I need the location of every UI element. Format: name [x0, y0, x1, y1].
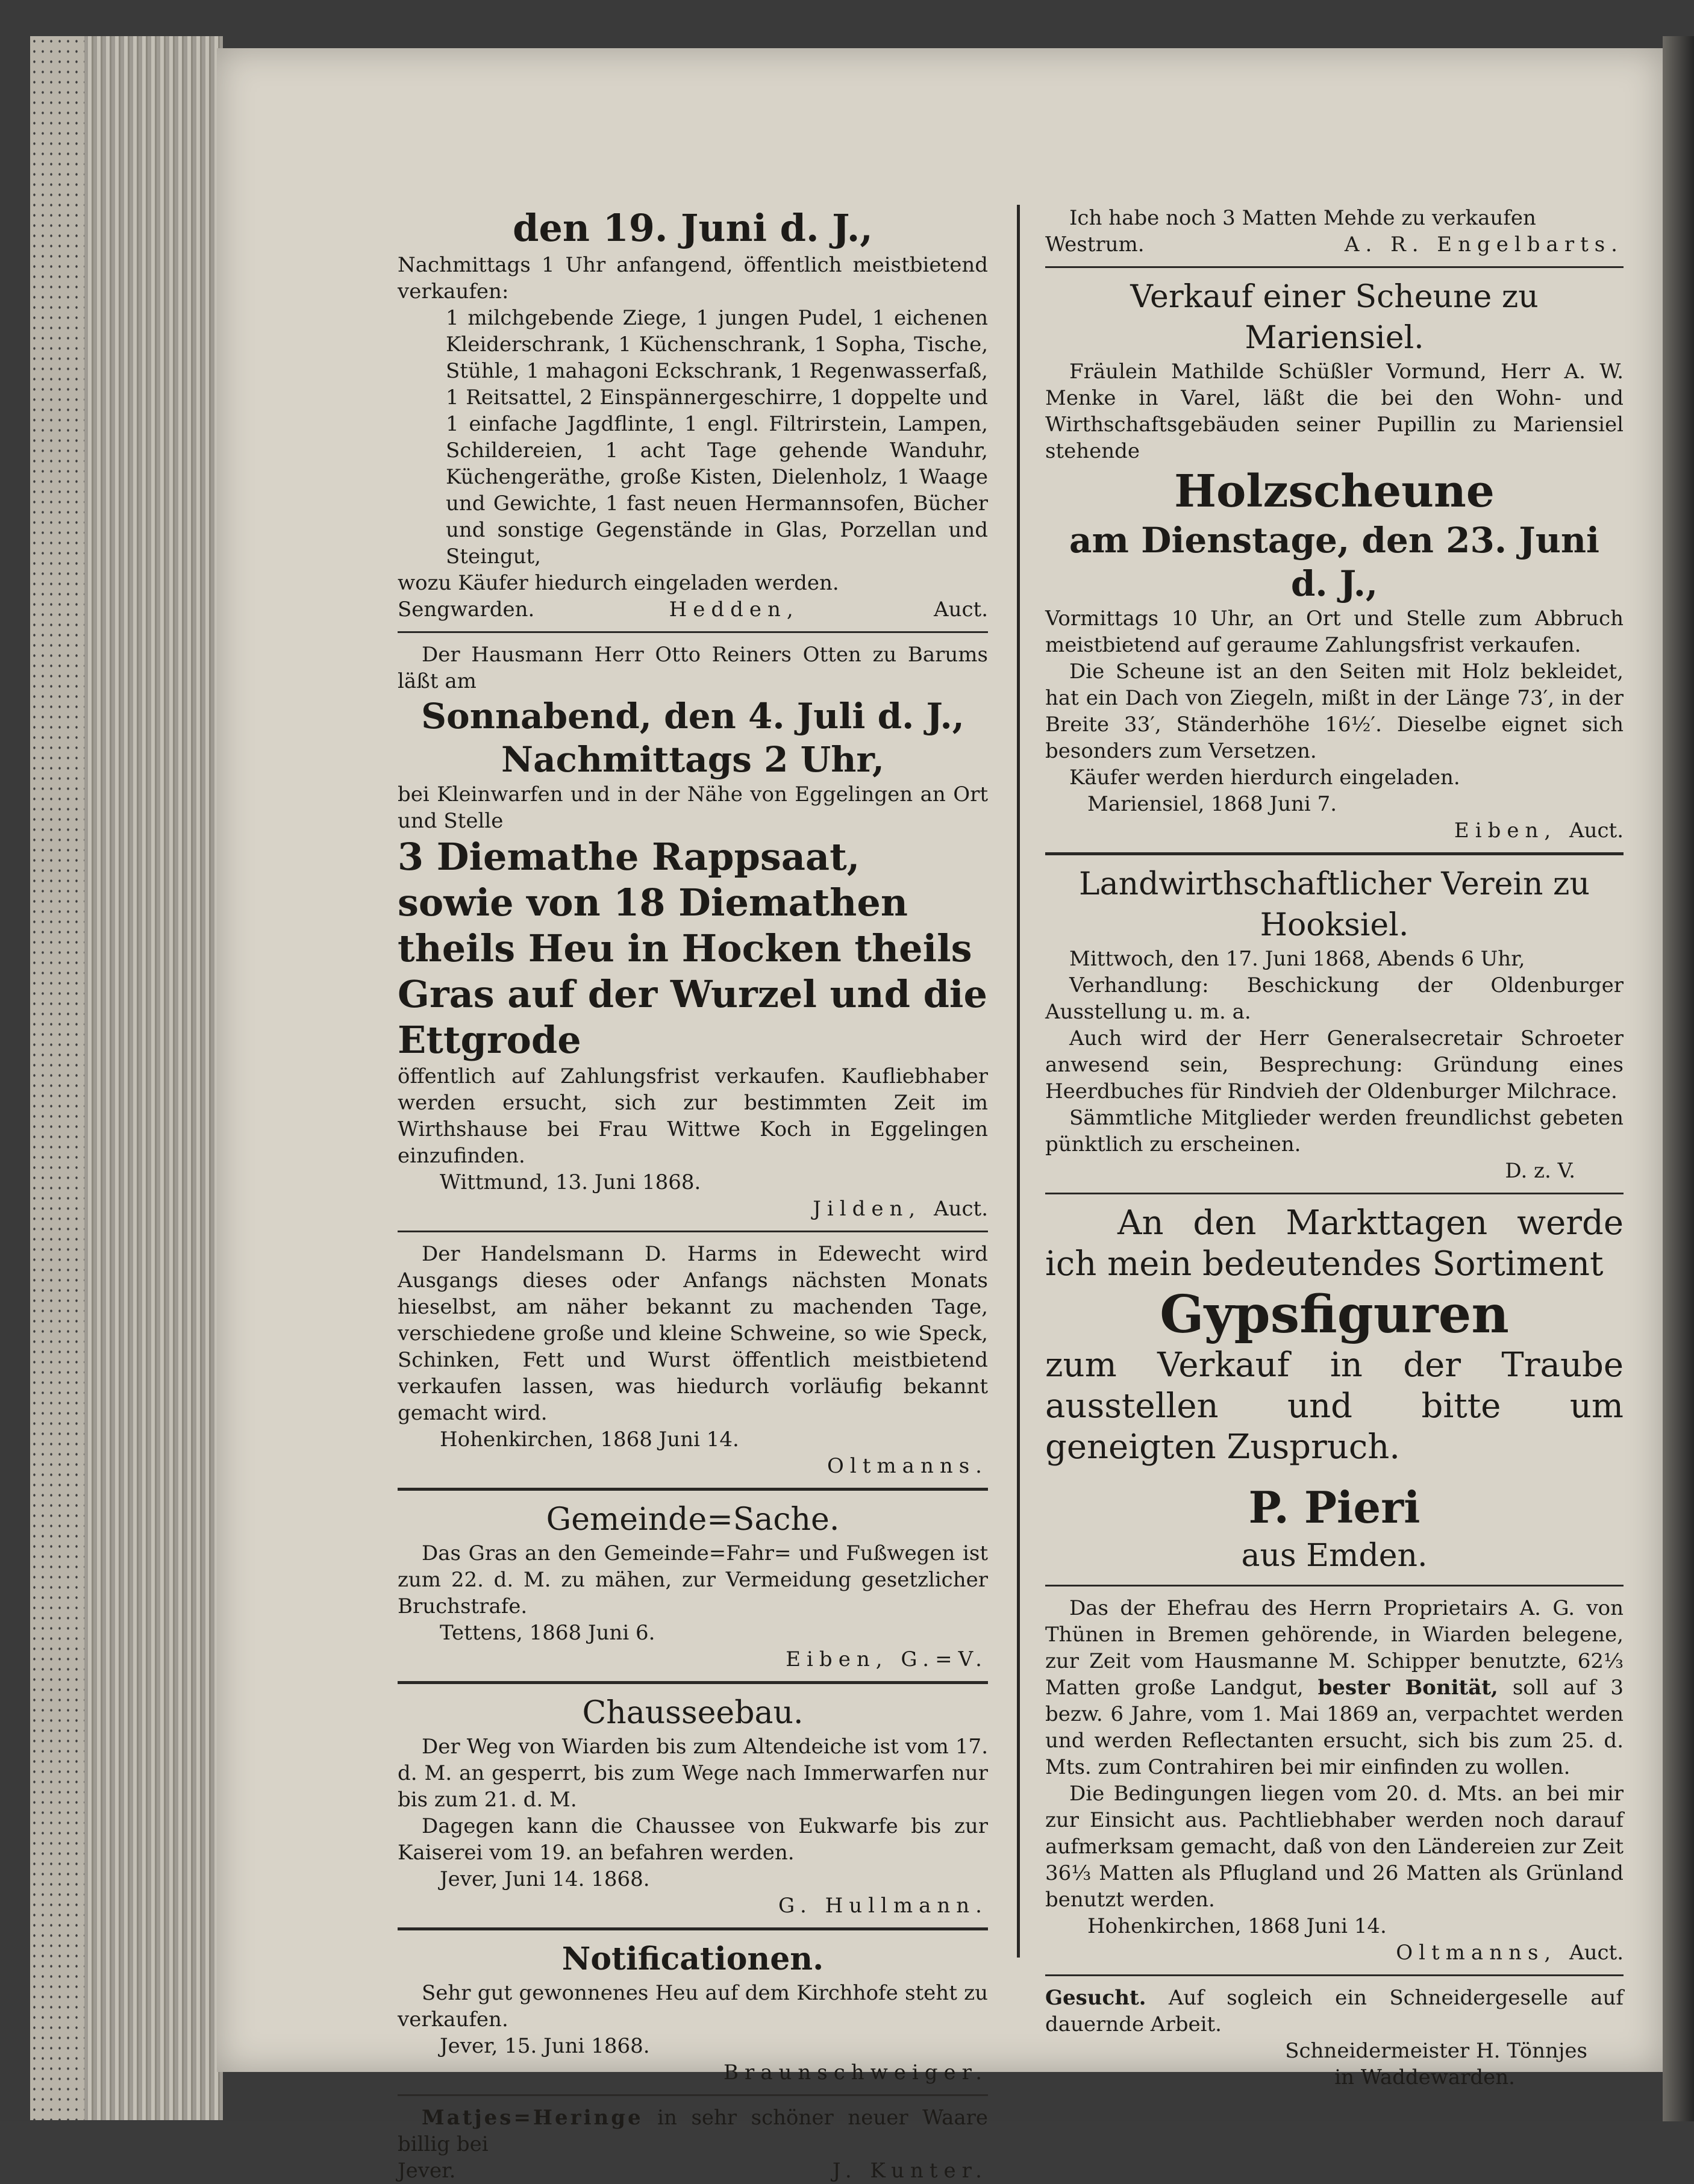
signer: J. Kunter. — [832, 2159, 988, 2183]
auction-text: öffentlich auf Zahlungsfrist verkaufen. Kaufliebhaber werden ersucht, sich zur bestimmten Zeit im Wirthshause bei Frau Wittwe Koch in Eggelingen einzufinden. — [398, 1064, 988, 1168]
divider — [398, 1927, 988, 1930]
signer: Hedden, — [669, 597, 799, 622]
ad-auction-sengwarden — [398, 205, 988, 623]
place-date: Tettens, 1868 Juni 6. — [440, 1621, 655, 1645]
notice-body: Das der Ehefrau des Herrn Proprietairs A. G. von Thünen in Bremen gehörende, in Wiarden belegene, zur Zeit vom Hausmanne M. Schipper benutzte, 62⅓ Matten große Landgut, — [1045, 1596, 1624, 1700]
auction-items: 1 milchgebende Ziege, 1 jungen Pudel, 1 eichenen Kleiderschrank, 1 Küchenschrank, 1 Sopha, Tische, Stühle, 1 mahagoni Eckschrank, 1 Regenwasserfaß, 1 Reitsattel, 2 Einspännergeschirre, 1 doppelte und 1 einfache Jagdflinte, 1 engl. Filtrirstein, Lampen, Schildereien, 1 acht Tage gehende Wanduhr, Küchengeräthe, große Kisten, Dielenholz, 1 Waage und Gewichte, 1 fast neuen Hermannsofen, Bücher und sonstige Gegenstände in Glas, Porzellan und Steingut, — [446, 306, 988, 569]
notice-emphasis: bester Bonität, — [1317, 1676, 1498, 1700]
notice-text — [1045, 1985, 1624, 2038]
ad-auction-harms — [398, 1241, 988, 1479]
book-edge-speckle — [30, 36, 84, 2120]
section-heading: Chausseebau. — [582, 1695, 804, 1731]
signer-place: in Waddewarden. — [1334, 2065, 1515, 2089]
ad-gypsfiguren — [1045, 1203, 1624, 1576]
section-heading: Notificationen. — [561, 1941, 824, 1977]
auction-intro: Nachmittags 1 Uhr anfangend, öffentlich meistbietend verkaufen: — [398, 253, 988, 304]
auction-closing: wozu Käufer hiedurch eingeladen werden. — [398, 571, 839, 595]
divider — [398, 1488, 988, 1491]
signature-row — [1045, 231, 1624, 258]
notice-text: Sämmtliche Mitglieder werden freundlichst gebeten pünktlich zu erscheinen. — [1045, 1106, 1624, 1156]
divider — [398, 1231, 988, 1232]
role: Auct. — [934, 1197, 988, 1221]
notice-text: Die Bedingungen liegen vom 20. d. Mts. an bei mir zur Einsicht aus. Pachtliebhaber werden noch darauf aufmerksam gemacht, daß von den Ländereien zur Zeit 36⅓ Matten als Pflugland und 26 Matten als Grünland benutzt werden. — [1045, 1782, 1624, 1912]
ad-product: Gypsfiguren — [1160, 1284, 1509, 1345]
signer: Braunschweiger. — [724, 2061, 988, 2085]
place-date: Wittmund, 13. Juni 1868. — [440, 1170, 701, 1194]
divider — [1045, 266, 1624, 268]
divider — [1045, 1974, 1624, 1976]
signature-row — [398, 2157, 988, 2184]
ad-notificationen — [398, 1939, 988, 2086]
meeting-agenda: Verhandlung: Beschickung der Oldenburger Ausstellung u. m. a. — [1045, 973, 1624, 1024]
auction-intro: Der Hausmann Herr Otto Reiners Otten zu Barums läßt am — [398, 643, 988, 693]
divider — [1045, 852, 1624, 855]
notice-text: Käufer werden hierdurch eingeladen. — [1069, 766, 1460, 790]
signature-row — [398, 596, 988, 623]
place: Westrum. — [1045, 232, 1145, 257]
signer: Jilden, — [813, 1197, 922, 1221]
auction-text: Der Handelsmann D. Harms in Edewecht wird Ausgangs dieses oder Anfangs nächsten Monats hieselbst, am näher bekannt zu machenden Tage, verschiedene große und kleine Schweine, so wie Speck, Schinken, Fett und Wurst öffentlich meistbietend verkaufen lassen, was hiedurch vorläufig bekannt gemacht wird. — [398, 1242, 988, 1425]
ad-auction-barums — [398, 641, 988, 1222]
divider — [1045, 1585, 1624, 1587]
ad-landgut-wiarden — [1045, 1595, 1624, 1966]
notice-text: Sehr gut gewonnenes Heu auf dem Kirchhofe steht zu verkaufen. — [398, 1981, 988, 2032]
place: Sengwarden. — [398, 597, 535, 622]
place-date: Hohenkirchen, 1868 Juni 14. — [1087, 1914, 1387, 1938]
ad-landwirthschaftlicher-verein — [1045, 864, 1624, 1184]
notice-text — [1045, 1595, 1624, 1780]
signature — [1045, 817, 1624, 844]
signer: Schneidermeister H. Tönnjes — [1285, 2039, 1587, 2063]
meeting-date: Mittwoch, den 17. Juni 1868, Abends 6 Uhr, — [1069, 947, 1525, 971]
notice-body: Auf sogleich ein Schneidergeselle auf dauernde Arbeit. — [1045, 1986, 1624, 2036]
notice-body: soll auf 3 bezw. 6 Jahre, vom 1. Mai 1869 an, verpachtet werden und werden Reflectanten ersucht, sich bis zum 25. d. Mts. zum Contrahiren bei mir einfinden zu wollen. — [1045, 1676, 1624, 1779]
ad-origin: aus Emden. — [1241, 1538, 1428, 1574]
divider — [398, 631, 988, 633]
ad-matjes-heringe — [398, 2104, 988, 2184]
notice-intro: Fräulein Mathilde Schüßler Vormund, Herr A. W. Menke in Varel, läßt die bei den Wohn- und Wirthschaftsgebäuden seiner Pupillin zu Mariensiel stehende — [1045, 360, 1624, 463]
ad-gesucht — [1045, 1985, 1624, 2091]
divider — [1045, 1193, 1624, 1194]
signer: Eiben, — [1454, 819, 1557, 843]
object-heading: Holzscheune — [1174, 466, 1495, 517]
notice-text: Auch wird der Herr Generalsecretair Schroeter anwesend sein, Besprechung: Gründung eines Heerdbuches für Rindvieh der Oldenburger Milchrace. — [1045, 1026, 1624, 1103]
book-gutter-shadow — [1663, 36, 1694, 2121]
date-heading: am Dienstage, den 23. Juni d. J., — [1069, 520, 1600, 604]
ad-gemeinde-sache — [398, 1499, 988, 1673]
signer: G. Hullmann. — [778, 1894, 988, 1918]
section-heading: Gemeinde=Sache. — [546, 1502, 840, 1538]
auction-location: bei Kleinwarfen und in der Nähe von Eggelingen an Ort und Stelle — [398, 782, 988, 833]
notice-body: in sehr schöner neuer Waare billig bei — [398, 2106, 989, 2156]
notice-text: Die Scheune ist an den Seiten mit Holz bekleidet, hat ein Dach von Ziegeln, mißt in der Länge 73′, in der Breite 33′, Ständerhöhe 16½′. Dieselbe eignet sich besonders zum Versetzen. — [1045, 660, 1624, 763]
signer: A. R. Engelbarts. — [1344, 232, 1624, 257]
column-divider — [1017, 205, 1020, 1958]
ad-scheune-mariensiel — [1045, 276, 1624, 844]
signer: Eiben, G.=V. — [786, 1647, 988, 1671]
role: Auct. — [1569, 1941, 1624, 1965]
place-date: Jever, 15. Juni 1868. — [440, 2034, 650, 2058]
right-column — [1045, 205, 1624, 2091]
ad-chausseebau — [398, 1693, 988, 1919]
auction-goods-heading: 3 Diemathe Rappsaat, sowie von 18 Diemathen theils Heu in Hocken theils Gras auf der Wurzel und die Ettgrode — [398, 835, 987, 1062]
ad-mehde — [1045, 205, 1624, 258]
notice-lead: Gesucht. — [1045, 1986, 1146, 2010]
place: Jever. — [398, 2159, 456, 2183]
auction-date-heading: Sonnabend, den 4. Juli d. J., — [421, 696, 964, 737]
left-column — [398, 205, 988, 2184]
signer: D. z. V. — [1505, 1159, 1575, 1183]
auction-date-heading: den 19. Juni d. J., — [513, 206, 873, 250]
ad-name: P. Pieri — [1248, 1482, 1421, 1533]
divider — [398, 2094, 988, 2096]
signature — [1045, 1939, 1624, 1966]
notice-text: Vormittags 10 Uhr, an Ort und Stelle zum Abbruch meistbietend auf geraume Zahlungsfrist verkaufen. — [1045, 607, 1624, 657]
role: Auct. — [1569, 819, 1624, 843]
notice-text: Ich habe noch 3 Matten Mehde zu verkaufen — [1069, 206, 1536, 230]
place-date: Hohenkirchen, 1868 Juni 14. — [440, 1427, 739, 1452]
section-heading: Landwirthschaftlicher Verein zu Hooksiel. — [1079, 866, 1590, 943]
ad-tail: zum Verkauf in der Traube ausstellen und bitte um geneigten Zuspruch. — [1045, 1346, 1624, 1467]
role: Auct. — [934, 597, 988, 622]
section-heading: Verkauf einer Scheune zu Mariensiel. — [1130, 279, 1539, 356]
notice-text: Dagegen kann die Chaussee von Eukwarfe bis zur Kaiserei vom 19. an befahren werden. — [398, 1814, 988, 1865]
notice-lead: Matjes=Heringe — [422, 2106, 643, 2130]
auction-time-heading: Nachmittags 2 Uhr, — [501, 739, 884, 780]
notice-text: Der Weg von Wiarden bis zum Altendeiche ist vom 17. d. M. an gesperrt, bis zum Wege nach Immerwarfen nur bis zum 21. d. M. — [398, 1735, 988, 1812]
notice-text: Das Gras an den Gemeinde=Fahr= und Fußwegen ist zum 22. d. M. zu mähen, zur Vermeidung gesetzlicher Bruchstrafe. — [398, 1541, 988, 1618]
signer: Oltmanns, — [1396, 1941, 1557, 1965]
signer: Oltmanns. — [827, 1454, 988, 1478]
divider — [398, 1681, 988, 1684]
place-date: Mariensiel, 1868 Juni 7. — [1087, 792, 1337, 816]
notice-text — [398, 2104, 988, 2157]
signature — [398, 1196, 988, 1222]
place-date: Jever, Juni 14. 1868. — [440, 1867, 650, 1891]
ad-lead: An den Markttagen werde ich mein bedeutendes Sortiment — [1045, 1203, 1624, 1284]
